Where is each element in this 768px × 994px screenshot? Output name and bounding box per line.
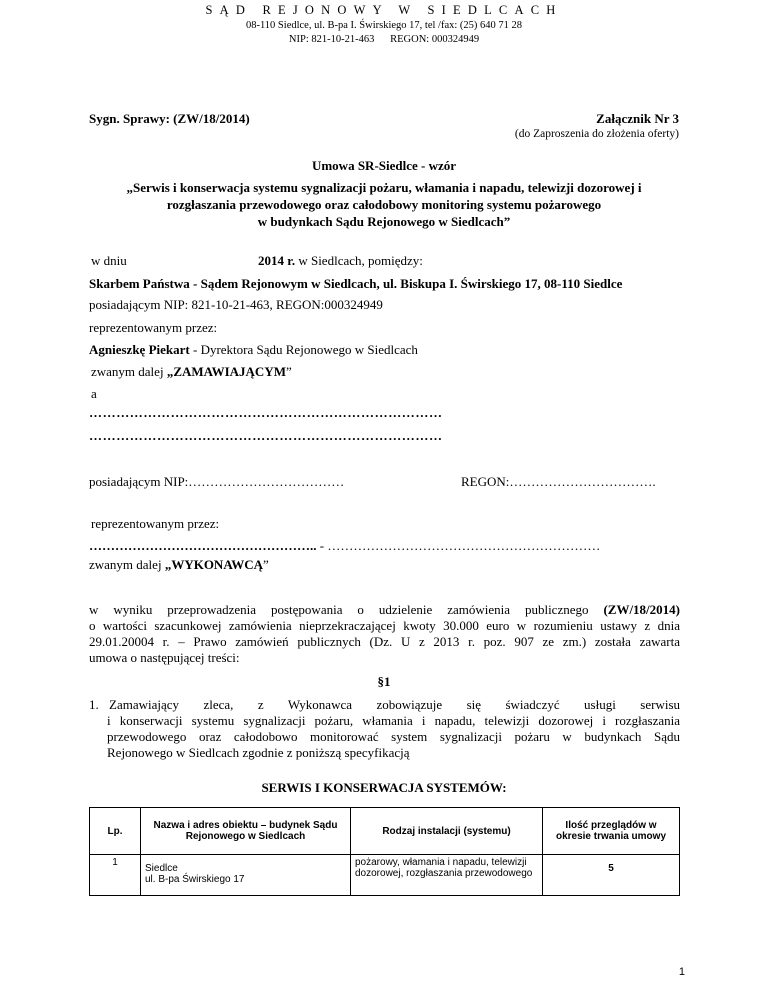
contract-subject-line3: w budynkach Sądu Rejonowego w Siedlcach” xyxy=(257,214,511,229)
cell-system: pożarowy, włamania i napadu, telewizji dozorowej, rozgłaszania przewodowego xyxy=(351,855,543,896)
date-prefix: w dniu xyxy=(91,253,127,268)
intro-case-ref: (ZW/18/2014) xyxy=(603,602,680,617)
table-caption: SERWIS I KONSERWACJA SYSTEMÓW: xyxy=(261,780,507,795)
court-name: SĄD REJONOWY W SIEDLCACH xyxy=(205,3,563,17)
representative-name: Agnieszkę Piekart xyxy=(89,342,190,357)
section1-line2: i konserwacji systemu sygnalizacji pożaru, włamania i napadu, telewizji dozorowej i rozgłaszania xyxy=(107,713,680,728)
date-line xyxy=(258,253,423,269)
case-signature: Sygn. Sprawy: (ZW/18/2014) xyxy=(89,111,250,126)
rep-blank-left: …………………………………………….. xyxy=(89,538,317,553)
intro-line3: 29.01.20004 r. – Prawo zamówień publicznych (Dz. U z 2013 r. poz. 907 ze zm.) została zawarta xyxy=(89,634,680,649)
annex-title: Załącznik Nr 3 xyxy=(596,111,679,126)
cell-lp: 1 xyxy=(90,855,141,896)
services-table xyxy=(89,807,680,896)
section1-heading: §1 xyxy=(377,674,391,689)
cell-object xyxy=(141,855,351,896)
cell-object-line1: Siedlce xyxy=(145,863,178,874)
called-prefix-2: zwanym dalej xyxy=(89,557,165,572)
party2-representative-blank xyxy=(89,538,600,554)
intro-line2: o wartości szacunkowej zamówienia nieprzekraczającej kwoty 30.000 euro w rozumieniu ustawy z dnia xyxy=(89,618,680,633)
court-ids xyxy=(0,34,768,45)
party1-ids: posiadającym NIP: 821-10-21-463, REGON:000324949 xyxy=(89,297,383,312)
intro-line4: umowa o następującej treści: xyxy=(89,650,240,665)
party1-name: Skarbem Państwa - Sądem Rejonowym w Siedlcach, ul. Biskupa I. Świrskiego 17, 08-110 Siedlce xyxy=(89,276,623,291)
rep-blank-right: - ……………………………………………………… xyxy=(316,538,601,553)
called-prefix: zwanym dalej xyxy=(91,364,167,379)
called-suffix-2: ” xyxy=(263,557,269,572)
header-system: Rodzaj instalacji (systemu) xyxy=(351,808,543,855)
section1-line3: przewodowego oraz całodobowo monitorować system sygnalizacji pożaru w budynkach Sądu xyxy=(107,729,680,744)
section1-line1: Zamawiający zleca, z Wykonawca zobowiązuje się świadczyć usługi serwisu xyxy=(109,697,680,712)
party2-blank-line2: …………………………………………………………………… xyxy=(89,428,443,443)
party2-blank-line1: …………………………………………………………………… xyxy=(89,405,443,420)
header-count: Ilość przeglądów w okresie trwania umowy xyxy=(543,808,680,855)
contract-subject-line1: „Serwis i konserwacja systemu sygnalizacji pożaru, włamania i napadu, telewizji dozorowej i xyxy=(126,180,642,195)
called-party2: „WYKONAWCĄ xyxy=(164,557,264,572)
court-address: 08-110 Siedlce, ul. B-pa I. Świrskiego 17, tel /fax: (25) 640 71 28 xyxy=(245,20,523,31)
cell-count: 5 xyxy=(543,855,680,896)
contract-title: Umowa SR-Siedlce - wzór xyxy=(311,158,457,173)
party2-nip-blank: posiadającym NIP:……………………………… xyxy=(89,474,345,489)
court-nip: NIP: 821-10-21-463 xyxy=(288,34,375,45)
section1-item-number: 1. xyxy=(89,697,99,712)
party2-regon-blank: REGON:……………………………. xyxy=(461,474,656,489)
representative-role: - Dyrektora Sądu Rejonowego w Siedlcach xyxy=(189,342,418,357)
section1-line4: Rejonowego w Siedlcach zgodnie z poniższą specyfikacją xyxy=(107,745,410,760)
represented-by-label-2: reprezentowanym przez: xyxy=(91,516,220,531)
court-regon: REGON: 000324949 xyxy=(390,34,480,45)
represented-by-label: reprezentowanym przez: xyxy=(89,320,218,335)
page-number: 1 xyxy=(678,966,685,978)
intro-line1-text: w wyniku przeprowadzenia postępowania o udzielenie zamówienia publicznego xyxy=(89,602,604,617)
called-party1-line xyxy=(91,364,292,380)
table-header-row xyxy=(90,808,680,855)
cell-object-line2: ul. B-pa Świrskiego 17 xyxy=(145,874,245,885)
and-word: a xyxy=(91,386,97,401)
contract-subject-line2: rozgłaszania przewodowego oraz całodobowy monitoring systemu pożarowego xyxy=(166,197,602,212)
header-lp: Lp. xyxy=(90,808,141,855)
header-object: Nazwa i adres obiektu – budynek Sądu Rejonowego w Siedlcach xyxy=(141,808,351,855)
called-suffix: ” xyxy=(285,364,292,379)
table-row xyxy=(90,855,680,896)
called-party1: „ZAMAWIAJĄCYM xyxy=(166,364,286,379)
date-suffix: w Siedlcach, pomiędzy: xyxy=(295,253,423,268)
annex-note: (do Zaproszenia do złożenia oferty) xyxy=(514,128,679,140)
representative-line xyxy=(89,342,418,358)
date-year: 2014 r. xyxy=(258,253,296,268)
called-party2-line xyxy=(89,557,269,573)
intro-line1 xyxy=(89,602,680,618)
